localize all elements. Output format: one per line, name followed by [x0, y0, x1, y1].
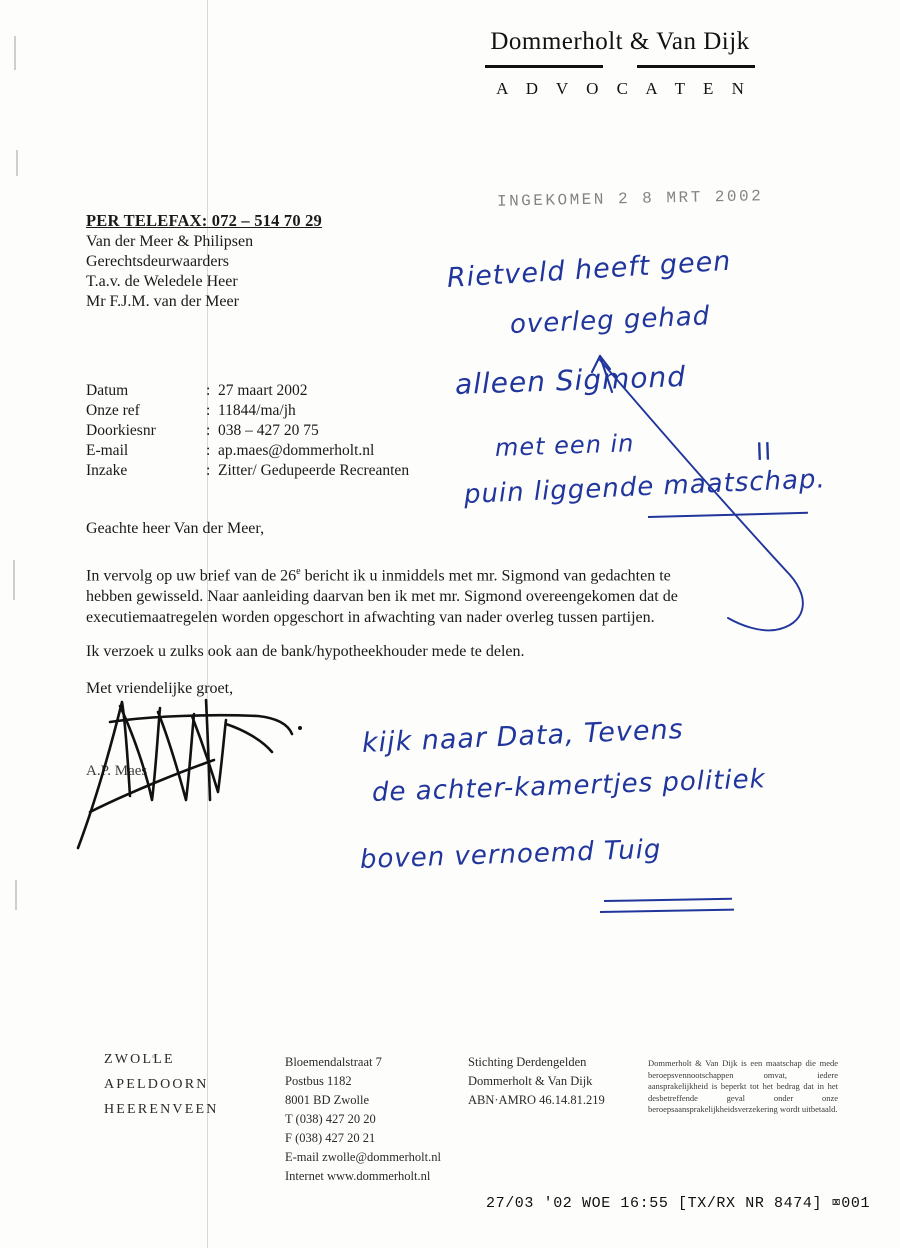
meta-colon: :	[206, 422, 211, 439]
meta-row-email	[86, 441, 409, 461]
footer-address-line: Postbus 1182	[285, 1074, 352, 1088]
meta-row-doorkiesnr	[86, 421, 409, 441]
handwritten-note-5: puin liggende maatschap.	[463, 464, 827, 510]
firm-name: Dommerholt & Van Dijk	[490, 28, 750, 55]
received-stamp: INGEKOMEN 2 8 MRT 2002	[496, 187, 764, 211]
meta-label: Doorkiesnr	[86, 422, 156, 439]
fax-transmission-line: 27/03 '02 WOE 16:55 [TX/RX NR 8474] ⌧001	[486, 1195, 871, 1212]
ink-dot	[298, 726, 302, 730]
footer-address-line: Bloemendalstraat 7	[285, 1055, 382, 1069]
meta-value: 11844/ma/jh	[218, 402, 296, 419]
meta-value: 27 maart 2002	[218, 382, 308, 399]
footer-phone: T (038) 427 20 20	[285, 1112, 376, 1126]
meta-value: Zitter/ Gedupeerde Recreanten	[218, 462, 410, 479]
addressee-line-1: Van der Meer & Philipsen	[86, 233, 254, 250]
handwritten-roman-numeral: II	[755, 437, 773, 466]
handwritten-bottom-note-3: boven vernoemd Tuig	[359, 834, 662, 875]
scan-speck	[13, 560, 15, 600]
footer-fax: F (038) 427 20 21	[285, 1131, 376, 1145]
letterhead	[470, 28, 770, 99]
handwritten-underline-1	[648, 512, 808, 518]
addressee-line-3: T.a.v. de Weledele Heer	[86, 273, 238, 290]
letterhead-rule	[470, 65, 770, 68]
footer-address-line: 8001 BD Zwolle	[285, 1093, 370, 1107]
scan-speck	[15, 880, 17, 910]
meta-value: 038 – 427 20 75	[218, 422, 319, 439]
footer-address-block	[285, 1053, 441, 1186]
handwritten-note-2: overleg gehad	[509, 301, 711, 340]
footer-stichting-line: Dommerholt & Van Dijk	[468, 1074, 593, 1088]
meta-value: ap.maes@dommerholt.nl	[218, 442, 375, 459]
footer-city-zwolle: ZWOLLE	[104, 1052, 175, 1067]
signer-name: A.P. Maes	[86, 763, 148, 779]
letter-meta-table	[86, 381, 409, 481]
salutation: Geachte heer Van der Meer,	[86, 520, 265, 537]
meta-row-inzake	[86, 461, 409, 481]
paragraph-1-pre: In vervolg op uw brief van de 26	[86, 567, 297, 585]
footer-cities	[104, 1047, 219, 1122]
addressee-line-2: Gerechtsdeurwaarders	[86, 253, 230, 270]
footer-stichting-block	[468, 1053, 605, 1110]
closing-line: Met vriendelijke groet,	[86, 680, 234, 697]
body-paragraph-2: Ik verzoek u zulks ook aan de bank/hypotheekhouder mede te delen.	[86, 643, 525, 660]
scan-speck	[16, 150, 18, 176]
handwritten-note-4: met een in	[494, 429, 635, 462]
handwritten-note-1: Rietveld heeft geen	[446, 245, 733, 294]
handwritten-underline-2	[604, 898, 732, 902]
meta-row-datum	[86, 381, 409, 401]
meta-colon: :	[206, 382, 211, 399]
per-telefax-line: PER TELEFAX: 072 – 514 70 29	[86, 211, 323, 230]
letterhead-subtitle: A D V O C A T E N	[496, 79, 751, 98]
footer-city-heerenveen: HEERENVEEN	[104, 1102, 219, 1117]
meta-label: Onze ref	[86, 402, 140, 419]
meta-colon: :	[206, 462, 211, 479]
paragraph-1-post: bericht ik u inmiddels met mr. Sigmond van gedachten te hebben gewisseld. Naar aanleiding daarvan ben ik met mr. Sigmond overeengekomen dat de executiemaatregelen worden opgeschort in afwachting van nader overleg tussen partijen.	[86, 567, 678, 627]
addressee-block	[86, 232, 253, 312]
scan-speck	[14, 36, 16, 70]
handwritten-bottom-note-1: kijk naar Data, Tevens	[361, 713, 685, 759]
footer-disclaimer: Dommerholt & Van Dijk is een maatschap die mede beroepsvennootschappen omvat, iedere aansprakelijkheid is beperkt tot het bedrag dat in het desbetreffende geval onder onze beroepsaansprakelijkheidsverzekering wordt uitbetaald.	[648, 1058, 838, 1114]
meta-colon: :	[206, 442, 211, 459]
rule-gap	[613, 65, 627, 68]
footer-stichting-line: Stichting Derdengelden	[468, 1055, 587, 1069]
footer-city-apeldoorn: APELDOORN	[104, 1077, 209, 1092]
addressee-line-4: Mr F.J.M. van der Meer	[86, 293, 239, 310]
meta-label: E-mail	[86, 442, 129, 459]
ordinal-suffix: e	[296, 566, 301, 577]
body-paragraph-1	[86, 561, 718, 628]
footer-email: E-mail zwolle@dommerholt.nl	[285, 1150, 441, 1164]
meta-label: Inzake	[86, 462, 128, 479]
footer-website: Internet www.dommerholt.nl	[285, 1169, 431, 1183]
handwritten-bottom-note-2: de achter-kamertjes politiek	[371, 764, 767, 808]
meta-row-onze-ref	[86, 401, 409, 421]
rule-segment-left	[485, 65, 603, 68]
rule-segment-right	[637, 65, 755, 68]
handwritten-note-3: alleen Sigmond	[454, 359, 687, 401]
meta-colon: :	[206, 402, 211, 419]
handwritten-underline-3	[600, 909, 734, 913]
footer-bank-account: ABN·AMRO 46.14.81.219	[468, 1093, 605, 1107]
meta-label: Datum	[86, 382, 129, 399]
